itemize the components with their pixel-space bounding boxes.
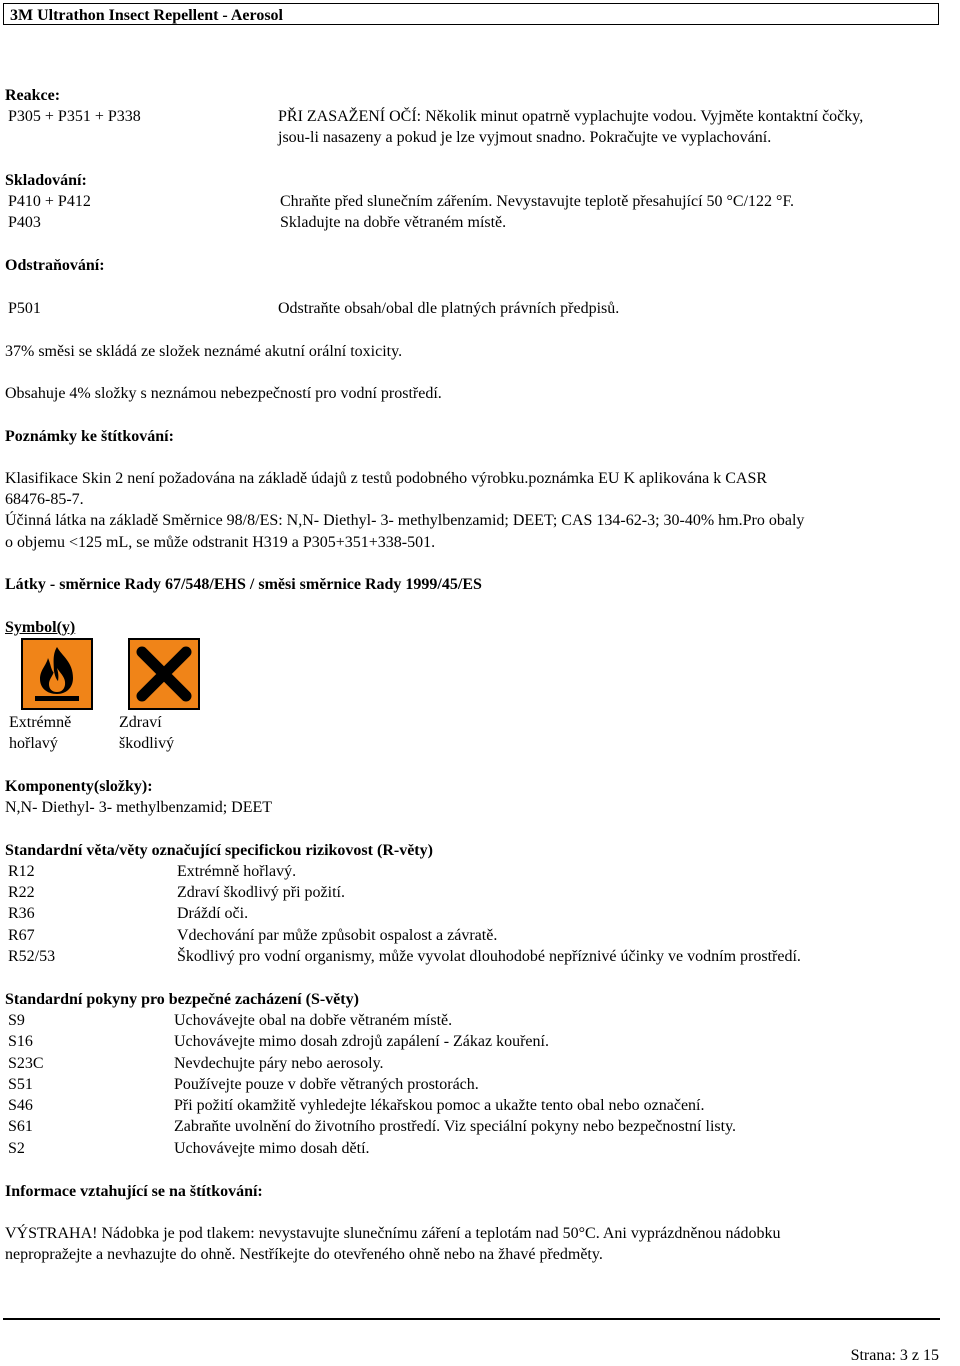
r-phrase-text: Dráždí oči. xyxy=(177,905,249,922)
aquatic-note: Obsahuje 4% složky s neznámou nebezpečností pro vodní prostředí. xyxy=(5,385,442,402)
poznamky-line2: 68476-85-7. xyxy=(5,491,84,508)
s-phrase-text: Zabraňte uvolnění do životního prostředí. Viz speciální pokyny nebo bezpečnostní listy. xyxy=(174,1118,737,1135)
symbol-label-1-line2: hořlavý xyxy=(9,735,58,752)
reakce-code: P305 + P351 + P338 xyxy=(8,108,141,125)
page-number: Strana: 3 z 15 xyxy=(850,1347,939,1364)
r-phrase-code: R67 xyxy=(8,927,35,944)
s-phrase-text: Uchovávejte mimo dosah dětí. xyxy=(174,1140,370,1157)
s-phrase-code: S16 xyxy=(8,1033,33,1050)
s-phrase-text: Uchovávejte mimo dosah zdrojů zapálení - Zákaz kouření. xyxy=(174,1033,549,1050)
s-phrase-text: Uchovávejte obal na dobře větraném místě. xyxy=(174,1012,453,1029)
document-header xyxy=(3,3,939,25)
r-phrase-text: Škodlivý pro vodní organismy, může vyvolat dlouhodobé nepříznivé účinky ve vodním prostředí. xyxy=(177,948,801,965)
toxicity-note: 37% směsi se skládá ze složek neznámé akutní orální toxicity. xyxy=(5,343,403,360)
r-phrase-code: R36 xyxy=(8,905,35,922)
informace-line1: VÝSTRAHA! Nádobka je pod tlakem: nevystavujte slunečnímu záření a teplotám nad 50°C. Ani vyprázdněnou nádobku xyxy=(5,1225,781,1242)
footer-divider xyxy=(3,1318,940,1320)
cross-x-icon xyxy=(128,638,200,710)
poznamky-line3: Účinná látka na základě Směrnice 98/8/ES: N,N- Diethyl- 3- methylbenzamid; DEET; CAS 134-62-3; 30-40% hm.Pro obaly xyxy=(5,512,805,529)
skladovani-text2: Skladujte na dobře větraném místě. xyxy=(280,214,507,231)
s-phrase-code: S51 xyxy=(8,1076,33,1093)
symbol-label-1-line1: Extrémně xyxy=(9,714,72,731)
r-phrase-text: Zdraví škodlivý při požití. xyxy=(177,884,345,901)
odstranovani-heading: Odstraňování: xyxy=(5,257,105,274)
r-phrase-code: R22 xyxy=(8,884,35,901)
r-phrase-code: R52/53 xyxy=(8,948,56,965)
r-phrase-text: Vdechování par může způsobit ospalost a závratě. xyxy=(177,927,498,944)
skladovani-code2: P403 xyxy=(8,214,41,231)
s-phrase-code: S61 xyxy=(8,1118,33,1135)
komponenty-heading: Komponenty(složky): xyxy=(5,778,153,795)
skladovani-code1: P410 + P412 xyxy=(8,193,91,210)
informace-line2: nepropražejte a nevhazujte do ohně. Nestříkejte do otevřeného ohně nebo na žhavé předměty. xyxy=(5,1246,603,1263)
poznamky-line4: o objemu <125 mL, se může odstranit H319 a P305+351+338-501. xyxy=(5,534,436,551)
symbol-label-2-line1: Zdraví xyxy=(119,714,162,731)
symbols-heading: Symbol(y) xyxy=(5,619,76,636)
s-phrase-code: S2 xyxy=(8,1140,25,1157)
s-phrase-text: Používejte pouze v dobře větraných prostorách. xyxy=(174,1076,479,1093)
komponenty-value: N,N- Diethyl- 3- methylbenzamid; DEET xyxy=(5,799,273,816)
odstranovani-code: P501 xyxy=(8,300,41,317)
symbol-label-2-line2: škodlivý xyxy=(119,735,175,752)
r-phrase-text: Extrémně hořlavý. xyxy=(177,863,297,880)
document-title: 3M Ultrathon Insect Repellent - Aerosol xyxy=(10,7,283,24)
s-phrase-code: S46 xyxy=(8,1097,33,1114)
s-phrase-text: Při požití okamžitě vyhledejte lékařskou pomoc a ukažte tento obal nebo označení. xyxy=(174,1097,705,1114)
reakce-heading: Reakce: xyxy=(5,87,61,104)
skladovani-text1: Chraňte před slunečním zářením. Nevystavujte teplotě přesahující 50 °C/122 °F. xyxy=(280,193,795,210)
s-phrase-code: S9 xyxy=(8,1012,25,1029)
r-phrase-code: R12 xyxy=(8,863,35,880)
informace-heading: Informace vztahující se na štítkování: xyxy=(5,1183,263,1200)
skladovani-heading: Skladování: xyxy=(5,172,87,189)
s-phrase-text: Nevdechujte páry nebo aerosoly. xyxy=(174,1055,384,1072)
s-phrases-heading: Standardní pokyny pro bezpečné zacházení (S-věty) xyxy=(5,991,359,1008)
reakce-text-line1: PŘI ZASAŽENÍ OČÍ: Několik minut opatrně vyplachujte vodou. Vyjměte kontaktní čočky, xyxy=(278,108,864,125)
r-phrases-heading: Standardní věta/věty označující specifickou rizikovost (R-věty) xyxy=(5,842,433,859)
latky-heading: Látky - směrnice Rady 67/548/EHS / směsi směrnice Rady 1999/45/ES xyxy=(5,576,482,593)
s-phrase-code: S23C xyxy=(8,1055,44,1072)
poznamky-line1: Klasifikace Skin 2 není požadována na základě údajů z testů podobného výrobku.poznámka EU K aplikována k CASR xyxy=(5,470,768,487)
reakce-text-line2: jsou-li nasazeny a pokud je lze vyjmout snadno. Pokračujte ve vyplachování. xyxy=(278,129,772,146)
flame-icon xyxy=(21,638,93,710)
poznamky-heading: Poznámky ke štítkování: xyxy=(5,428,174,445)
odstranovani-text: Odstraňte obsah/obal dle platných právních předpisů. xyxy=(278,300,620,317)
